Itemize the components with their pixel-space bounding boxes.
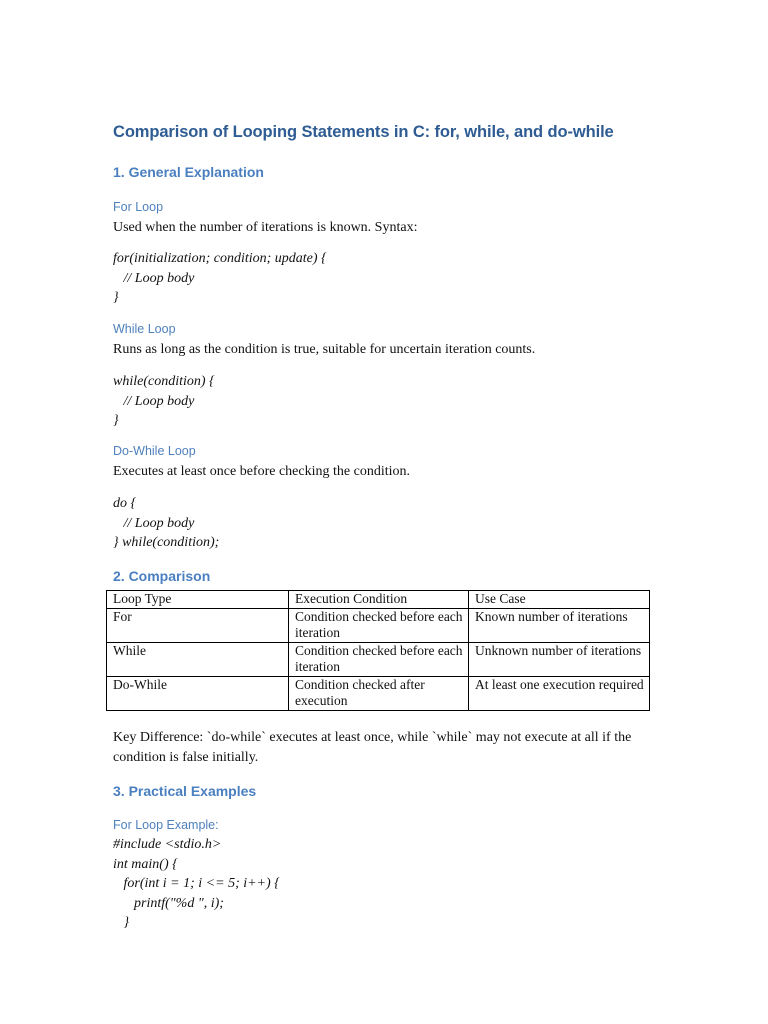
table-header-cell: Use Case <box>469 591 650 609</box>
code-line: for(int i = 1; i <= 5; i++) { <box>113 876 280 891</box>
section-heading-practical-examples: 3. Practical Examples <box>113 783 257 799</box>
table-cell: At least one execution required <box>469 676 650 710</box>
code-line: printf("%d ", i); <box>113 895 224 911</box>
for-loop-description: Used when the number of iterations is known. Syntax: <box>113 220 418 235</box>
subheading-for-loop: For Loop <box>113 200 164 214</box>
subheading-do-while-loop: Do-While Loop <box>113 444 196 458</box>
document-title: Comparison of Looping Statements in C: for, while, and do-while <box>113 123 614 141</box>
code-line: int main() { <box>113 856 178 872</box>
code-line: for(initialization; condition; update) { <box>113 251 327 266</box>
section-heading-comparison: 2. Comparison <box>113 568 211 584</box>
table-row <box>107 676 650 710</box>
table-cell: Known number of iterations <box>469 608 650 642</box>
table-cell: Unknown number of iterations <box>469 642 650 676</box>
code-line: } <box>113 413 119 428</box>
do-while-loop-description: Executes at least once before checking the condition. <box>113 464 410 479</box>
key-difference-paragraph: Key Difference: `do-while` executes at least once, while `while` may not execute at all if the condition is false initially. <box>113 730 632 765</box>
table-cell: Condition checked before each iteration <box>289 608 469 642</box>
table-header-cell: Loop Type <box>107 591 289 609</box>
code-line: while(condition) { <box>113 374 215 389</box>
table-header-cell: Execution Condition <box>289 591 469 609</box>
code-line: // Loop body <box>113 515 195 531</box>
table-cell: Condition checked before each iteration <box>289 642 469 676</box>
table-row <box>107 608 650 642</box>
code-line: do { <box>113 496 137 511</box>
code-line: } <box>113 915 130 930</box>
code-line: #include <stdio.h> <box>113 837 222 852</box>
section-heading-general-explanation: 1. General Explanation <box>113 164 264 180</box>
code-line: } while(condition); <box>113 535 220 550</box>
table-header-row <box>107 591 650 609</box>
for-loop-example-code <box>113 835 280 933</box>
comparison-table <box>106 590 650 711</box>
for-loop-syntax-code <box>113 249 327 308</box>
code-line: } <box>113 290 119 305</box>
table-cell: While <box>107 642 289 676</box>
subheading-while-loop: While Loop <box>113 322 176 336</box>
table-cell: Condition checked after execution <box>289 676 469 710</box>
table-row <box>107 642 650 676</box>
table-cell: Do-While <box>107 676 289 710</box>
while-loop-syntax-code <box>113 372 215 431</box>
code-line: // Loop body <box>113 270 195 286</box>
subheading-for-loop-example: For Loop Example: <box>113 818 219 832</box>
table-cell: For <box>107 608 289 642</box>
do-while-loop-syntax-code <box>113 494 219 553</box>
while-loop-description: Runs as long as the condition is true, suitable for uncertain iteration counts. <box>113 342 536 357</box>
code-line: // Loop body <box>113 393 195 409</box>
